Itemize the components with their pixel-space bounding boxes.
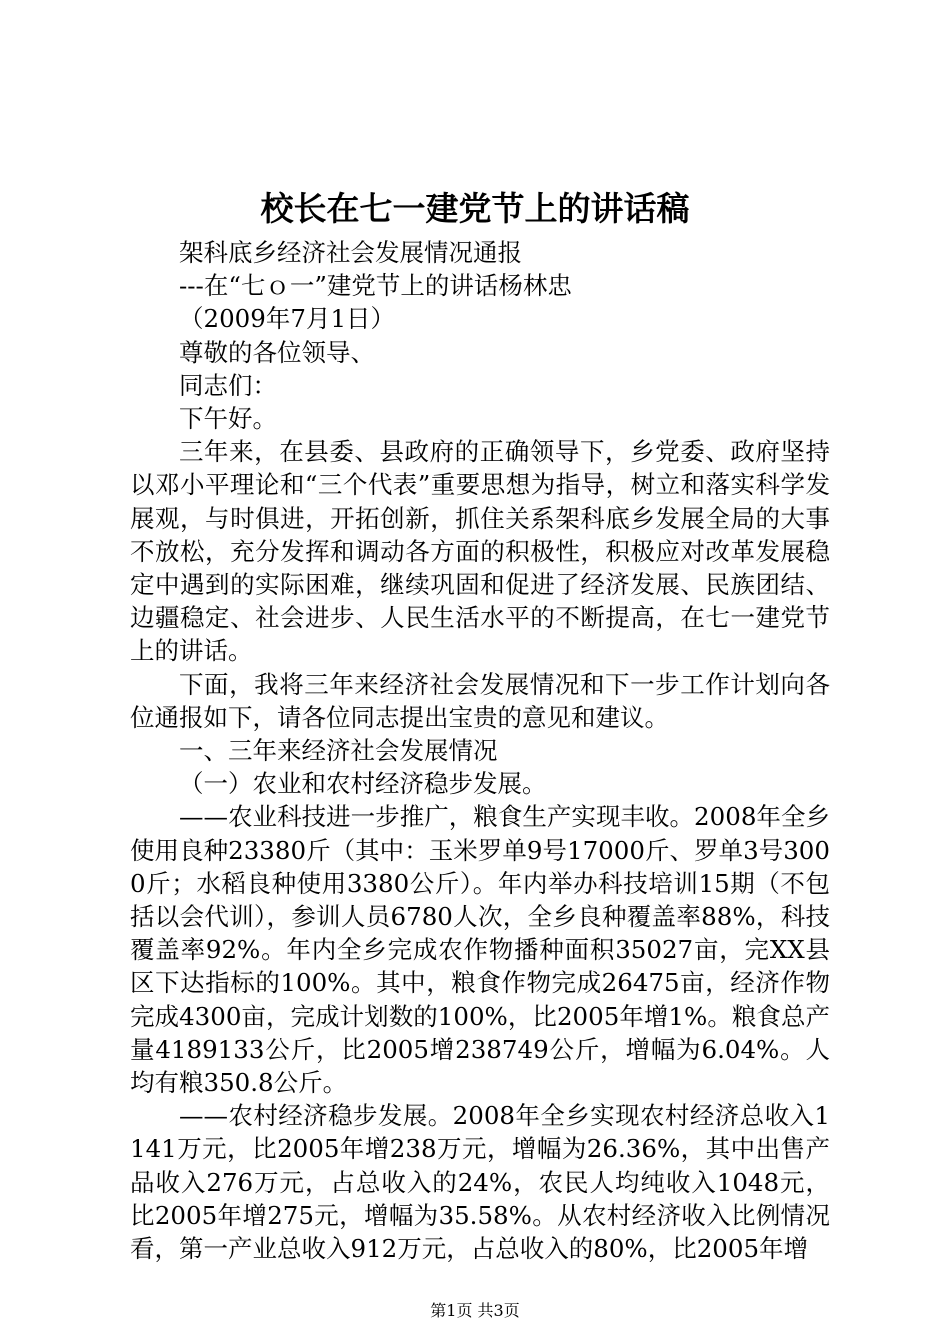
paragraph-date: （2009年7月1日） <box>179 304 396 334</box>
section-heading-1: 一、三年来经济社会发展情况 <box>179 736 498 766</box>
paragraph-greeting-1: 尊敬的各位领导、 <box>179 337 375 367</box>
paragraph-preface: 下面，我将三年来经济社会发展情况和下一步工作计划向各位通报如下，请各位同志提出宝贵的意见和建议。 <box>130 669 830 732</box>
paragraph-intro: 三年来，在县委、县政府的正确领导下，乡党委、政府坚持以邓小平理论和“三个代表”重要思想为指导，树立和落实科学发展观，与时俱进，开拓创新，抓住关系架科底乡发展全局的大事不放松，充分发挥和调动各方面的积极性，积极应对改革发展稳定中遇到的实际困难，继续巩固和促进了经济发展、民族团结、边疆稳定、社会进步、人民生活水平的不断提高，在七一建党节上的讲话。 <box>130 437 830 666</box>
document-title: 校长在七一建党节上的讲话稿 <box>260 189 690 228</box>
paragraph-greeting-2: 同志们： <box>179 370 277 400</box>
subsection-heading-1: （一）农业和农村经济稳步发展。 <box>179 769 547 799</box>
paragraph-agriculture: ——农业科技进一步推广，粮食生产实现丰收。2008年全乡使用良种23380斤（其中：玉米罗单9号17000斤、罗单3号3000斤；水稻良种使用3380公斤）。年内举办科技培训15期（不包括以会代训），参训人员6780人次，全乡良种覆盖率88%，科技覆盖率92%。年内全乡完成农作物播种面积35027亩，完XX县区下达指标的100%。其中，粮食作物完成26475亩，经济作物完成4300亩，完成计划数的100%，比2005年增1%。粮食总产量4189133公斤，比2005增238749公斤，增幅为6.04%。人均有粮350.8公斤。 <box>130 802 830 1098</box>
paragraph-heading: 架科底乡经济社会发展情况通报 <box>179 238 522 267</box>
paragraph-greeting-3: 下午好。 <box>179 404 277 434</box>
document-body <box>130 236 830 1265</box>
paragraph-subtitle: ---在“七ｏ一”建党节上的讲话杨林忠 <box>179 271 572 301</box>
page-footer: 第1页 共3页 <box>430 1301 520 1320</box>
paragraph-rural-economy: ——农村经济稳步发展。2008年全乡实现农村经济总收入1141万元，比2005年增238万元，增幅为26.36%，其中出售产品收入276万元，占总收入的24%，农民人均纯收入1048元，比2005年增275元，增幅为35.58%。从农村经济收入比例情况看，第一产业总收入912万元，占总收入的80%，比2005年增 <box>130 1101 830 1264</box>
